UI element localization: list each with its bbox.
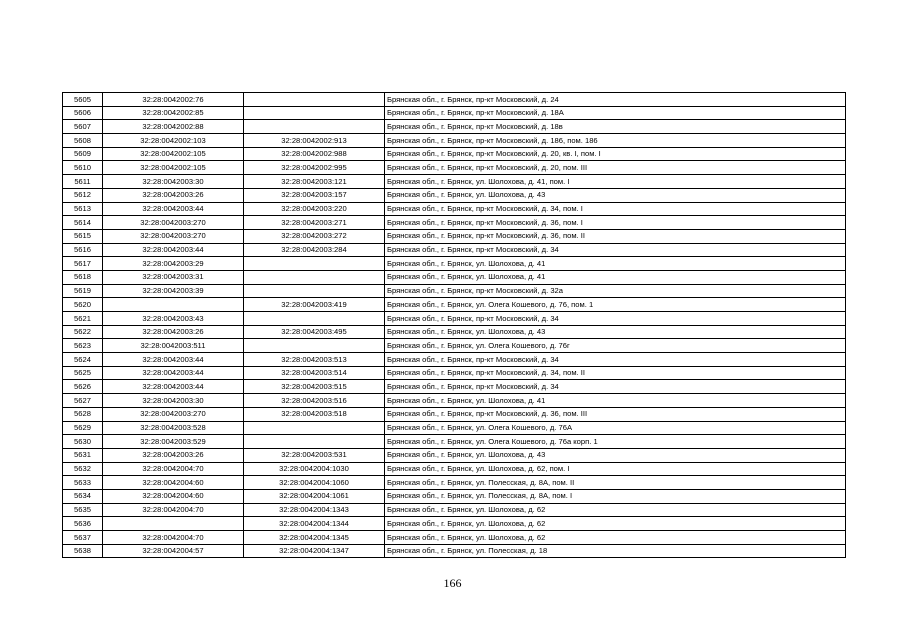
address-cell: Брянская обл., г. Брянск, пр-кт Московский, д. 36, пом. III <box>385 407 846 421</box>
parcel-cadastral-cell: 32:28:0042003:529 <box>103 435 244 449</box>
address-cell: Брянская обл., г. Брянск, пр-кт Московский, д. 34 <box>385 353 846 367</box>
table-row <box>63 106 846 120</box>
table-row <box>63 134 846 148</box>
object-cadastral-cell <box>244 312 385 326</box>
parcel-cadastral-cell: 32:28:0042003:511 <box>103 339 244 353</box>
parcel-cadastral-cell: 32:28:0042003:26 <box>103 448 244 462</box>
row-number-cell: 5621 <box>63 312 103 326</box>
object-cadastral-cell: 32:28:0042004:1344 <box>244 517 385 531</box>
object-cadastral-cell: 32:28:0042003:518 <box>244 407 385 421</box>
row-number-cell: 5636 <box>63 517 103 531</box>
row-number-cell: 5617 <box>63 257 103 271</box>
parcel-cadastral-cell: 32:28:0042004:70 <box>103 503 244 517</box>
address-cell: Брянская обл., г. Брянск, ул. Шолохова, д. 43 <box>385 188 846 202</box>
parcel-cadastral-cell: 32:28:0042004:60 <box>103 476 244 490</box>
object-cadastral-cell: 32:28:0042003:121 <box>244 175 385 189</box>
row-number-cell: 5634 <box>63 489 103 503</box>
row-number-cell: 5627 <box>63 394 103 408</box>
object-cadastral-cell: 32:28:0042003:514 <box>244 366 385 380</box>
address-cell: Брянская обл., г. Брянск, пр-кт Московский, д. 18А <box>385 106 846 120</box>
table-row <box>63 284 846 298</box>
table-row <box>63 325 846 339</box>
row-number-cell: 5638 <box>63 544 103 558</box>
object-cadastral-cell: 32:28:0042004:1343 <box>244 503 385 517</box>
table-row <box>63 421 846 435</box>
address-cell: Брянская обл., г. Брянск, пр-кт Московский, д. 34, пом. II <box>385 366 846 380</box>
row-number-cell: 5614 <box>63 216 103 230</box>
parcel-cadastral-cell: 32:28:0042002:103 <box>103 134 244 148</box>
row-number-cell: 5608 <box>63 134 103 148</box>
object-cadastral-cell: 32:28:0042004:1060 <box>244 476 385 490</box>
parcel-cadastral-cell: 32:28:0042003:30 <box>103 394 244 408</box>
table-row <box>63 394 846 408</box>
parcel-cadastral-cell: 32:28:0042003:43 <box>103 312 244 326</box>
parcel-cadastral-cell: 32:28:0042002:88 <box>103 120 244 134</box>
object-cadastral-cell <box>244 257 385 271</box>
address-cell: Брянская обл., г. Брянск, ул. Олега Кошевого, д. 76г <box>385 339 846 353</box>
table-row <box>63 407 846 421</box>
address-cell: Брянская обл., г. Брянск, ул. Шолохова, д. 41 <box>385 257 846 271</box>
table-row <box>63 243 846 257</box>
table-row <box>63 188 846 202</box>
parcel-cadastral-cell: 32:28:0042003:44 <box>103 366 244 380</box>
table-row <box>63 380 846 394</box>
parcel-cadastral-cell: 32:28:0042002:105 <box>103 147 244 161</box>
table-body <box>63 93 846 558</box>
address-cell: Брянская обл., г. Брянск, ул. Шолохова, д. 62 <box>385 517 846 531</box>
table-row <box>63 312 846 326</box>
address-cell: Брянская обл., г. Брянск, ул. Шолохова, д. 62 <box>385 503 846 517</box>
row-number-cell: 5624 <box>63 353 103 367</box>
parcel-cadastral-cell: 32:28:0042003:44 <box>103 202 244 216</box>
row-number-cell: 5629 <box>63 421 103 435</box>
parcel-cadastral-cell: 32:28:0042003:270 <box>103 216 244 230</box>
table-row <box>63 202 846 216</box>
table-row <box>63 531 846 545</box>
table-row <box>63 93 846 107</box>
table-row <box>63 175 846 189</box>
address-cell: Брянская обл., г. Брянск, пр-кт Московский, д. 36, пом. II <box>385 229 846 243</box>
address-cell: Брянская обл., г. Брянск, ул. Шолохова, д. 41 <box>385 270 846 284</box>
row-number-cell: 5609 <box>63 147 103 161</box>
parcel-cadastral-cell: 32:28:0042004:57 <box>103 544 244 558</box>
address-cell: Брянская обл., г. Брянск, пр-кт Московский, д. 24 <box>385 93 846 107</box>
row-number-cell: 5616 <box>63 243 103 257</box>
table-row <box>63 366 846 380</box>
address-cell: Брянская обл., г. Брянск, ул. Олега Кошевого, д. 76, пом. 1 <box>385 298 846 312</box>
row-number-cell: 5615 <box>63 229 103 243</box>
address-cell: Брянская обл., г. Брянск, пр-кт Московский, д. 20, пом. III <box>385 161 846 175</box>
parcel-cadastral-cell: 32:28:0042004:60 <box>103 489 244 503</box>
address-cell: Брянская обл., г. Брянск, пр-кт Московский, д. 34 <box>385 243 846 257</box>
object-cadastral-cell <box>244 339 385 353</box>
table-row <box>63 353 846 367</box>
address-cell: Брянская обл., г. Брянск, ул. Полесская, д. 8А, пом. I <box>385 489 846 503</box>
row-number-cell: 5626 <box>63 380 103 394</box>
row-number-cell: 5610 <box>63 161 103 175</box>
object-cadastral-cell: 32:28:0042003:515 <box>244 380 385 394</box>
row-number-cell: 5613 <box>63 202 103 216</box>
object-cadastral-cell <box>244 106 385 120</box>
object-cadastral-cell: 32:28:0042003:220 <box>244 202 385 216</box>
table-row <box>63 476 846 490</box>
object-cadastral-cell: 32:28:0042003:284 <box>244 243 385 257</box>
object-cadastral-cell <box>244 284 385 298</box>
address-cell: Брянская обл., г. Брянск, ул. Полесская, д. 8А, пом. II <box>385 476 846 490</box>
row-number-cell: 5619 <box>63 284 103 298</box>
parcel-cadastral-cell: 32:28:0042003:528 <box>103 421 244 435</box>
parcel-cadastral-cell <box>103 298 244 312</box>
address-cell: Брянская обл., г. Брянск, пр-кт Московский, д. 32а <box>385 284 846 298</box>
table-row <box>63 161 846 175</box>
address-cell: Брянская обл., г. Брянск, пр-кт Московский, д. 20, кв. I, пом. I <box>385 147 846 161</box>
table-row <box>63 270 846 284</box>
table-row <box>63 448 846 462</box>
table-row <box>63 257 846 271</box>
object-cadastral-cell: 32:28:0042003:516 <box>244 394 385 408</box>
table-row <box>63 544 846 558</box>
address-cell: Брянская обл., г. Брянск, пр-кт Московский, д. 36, пом. I <box>385 216 846 230</box>
object-cadastral-cell: 32:28:0042003:157 <box>244 188 385 202</box>
row-number-cell: 5618 <box>63 270 103 284</box>
table-row <box>63 503 846 517</box>
row-number-cell: 5637 <box>63 531 103 545</box>
address-cell: Брянская обл., г. Брянск, пр-кт Московский, д. 34 <box>385 380 846 394</box>
object-cadastral-cell: 32:28:0042003:419 <box>244 298 385 312</box>
address-cell: Брянская обл., г. Брянск, пр-кт Московский, д. 34 <box>385 312 846 326</box>
row-number-cell: 5607 <box>63 120 103 134</box>
parcel-cadastral-cell: 32:28:0042002:85 <box>103 106 244 120</box>
table-row <box>63 517 846 531</box>
table-row <box>63 147 846 161</box>
parcel-cadastral-cell: 32:28:0042003:31 <box>103 270 244 284</box>
parcel-cadastral-cell: 32:28:0042003:26 <box>103 188 244 202</box>
row-number-cell: 5612 <box>63 188 103 202</box>
page-number: 166 <box>443 576 462 590</box>
table-row <box>63 298 846 312</box>
parcel-cadastral-cell: 32:28:0042002:105 <box>103 161 244 175</box>
address-cell: Брянская обл., г. Брянск, ул. Шолохова, д. 62 <box>385 531 846 545</box>
row-number-cell: 5605 <box>63 93 103 107</box>
parcel-cadastral-cell: 32:28:0042003:29 <box>103 257 244 271</box>
row-number-cell: 5635 <box>63 503 103 517</box>
parcel-cadastral-cell: 32:28:0042003:44 <box>103 380 244 394</box>
object-cadastral-cell: 32:28:0042004:1347 <box>244 544 385 558</box>
row-number-cell: 5622 <box>63 325 103 339</box>
object-cadastral-cell <box>244 270 385 284</box>
table-row <box>63 120 846 134</box>
table-row <box>63 229 846 243</box>
row-number-cell: 5625 <box>63 366 103 380</box>
parcel-cadastral-cell <box>103 517 244 531</box>
row-number-cell: 5620 <box>63 298 103 312</box>
parcel-cadastral-cell: 32:28:0042003:270 <box>103 407 244 421</box>
parcel-cadastral-cell: 32:28:0042003:44 <box>103 353 244 367</box>
parcel-cadastral-cell: 32:28:0042003:44 <box>103 243 244 257</box>
row-number-cell: 5606 <box>63 106 103 120</box>
address-cell: Брянская обл., г. Брянск, ул. Шолохова, д. 43 <box>385 325 846 339</box>
parcel-cadastral-cell: 32:28:0042003:270 <box>103 229 244 243</box>
object-cadastral-cell: 32:28:0042003:495 <box>244 325 385 339</box>
object-cadastral-cell: 32:28:0042004:1345 <box>244 531 385 545</box>
row-number-cell: 5611 <box>63 175 103 189</box>
table-row <box>63 435 846 449</box>
property-register-table <box>62 92 846 558</box>
table-row <box>63 216 846 230</box>
parcel-cadastral-cell: 32:28:0042004:70 <box>103 531 244 545</box>
parcel-cadastral-cell: 32:28:0042002:76 <box>103 93 244 107</box>
address-cell: Брянская обл., г. Брянск, ул. Олега Кошевого, д. 76а корп. 1 <box>385 435 846 449</box>
object-cadastral-cell <box>244 120 385 134</box>
object-cadastral-cell: 32:28:0042002:988 <box>244 147 385 161</box>
address-cell: Брянская обл., г. Брянск, ул. Олега Кошевого, д. 76А <box>385 421 846 435</box>
object-cadastral-cell: 32:28:0042004:1061 <box>244 489 385 503</box>
object-cadastral-cell: 32:28:0042003:272 <box>244 229 385 243</box>
address-cell: Брянская обл., г. Брянск, ул. Шолохова, д. 62, пом. I <box>385 462 846 476</box>
object-cadastral-cell: 32:28:0042002:913 <box>244 134 385 148</box>
row-number-cell: 5630 <box>63 435 103 449</box>
object-cadastral-cell: 32:28:0042003:531 <box>244 448 385 462</box>
address-cell: Брянская обл., г. Брянск, пр-кт Московский, д. 18в <box>385 120 846 134</box>
address-cell: Брянская обл., г. Брянск, ул. Полесская, д. 18 <box>385 544 846 558</box>
object-cadastral-cell: 32:28:0042003:271 <box>244 216 385 230</box>
row-number-cell: 5628 <box>63 407 103 421</box>
address-cell: Брянская обл., г. Брянск, ул. Шолохова, д. 41 <box>385 394 846 408</box>
object-cadastral-cell <box>244 421 385 435</box>
parcel-cadastral-cell: 32:28:0042003:26 <box>103 325 244 339</box>
object-cadastral-cell: 32:28:0042004:1030 <box>244 462 385 476</box>
address-cell: Брянская обл., г. Брянск, пр-кт Московский, д. 34, пом. I <box>385 202 846 216</box>
object-cadastral-cell <box>244 435 385 449</box>
object-cadastral-cell <box>244 93 385 107</box>
row-number-cell: 5632 <box>63 462 103 476</box>
object-cadastral-cell: 32:28:0042002:995 <box>244 161 385 175</box>
address-cell: Брянская обл., г. Брянск, пр-кт Московский, д. 186, пом. 186 <box>385 134 846 148</box>
address-cell: Брянская обл., г. Брянск, ул. Шолохова, д. 43 <box>385 448 846 462</box>
row-number-cell: 5623 <box>63 339 103 353</box>
parcel-cadastral-cell: 32:28:0042003:39 <box>103 284 244 298</box>
row-number-cell: 5631 <box>63 448 103 462</box>
table-row <box>63 462 846 476</box>
row-number-cell: 5633 <box>63 476 103 490</box>
address-cell: Брянская обл., г. Брянск, ул. Шолохова, д. 41, пом. I <box>385 175 846 189</box>
parcel-cadastral-cell: 32:28:0042003:30 <box>103 175 244 189</box>
table-row <box>63 339 846 353</box>
object-cadastral-cell: 32:28:0042003:513 <box>244 353 385 367</box>
table-row <box>63 489 846 503</box>
parcel-cadastral-cell: 32:28:0042004:70 <box>103 462 244 476</box>
